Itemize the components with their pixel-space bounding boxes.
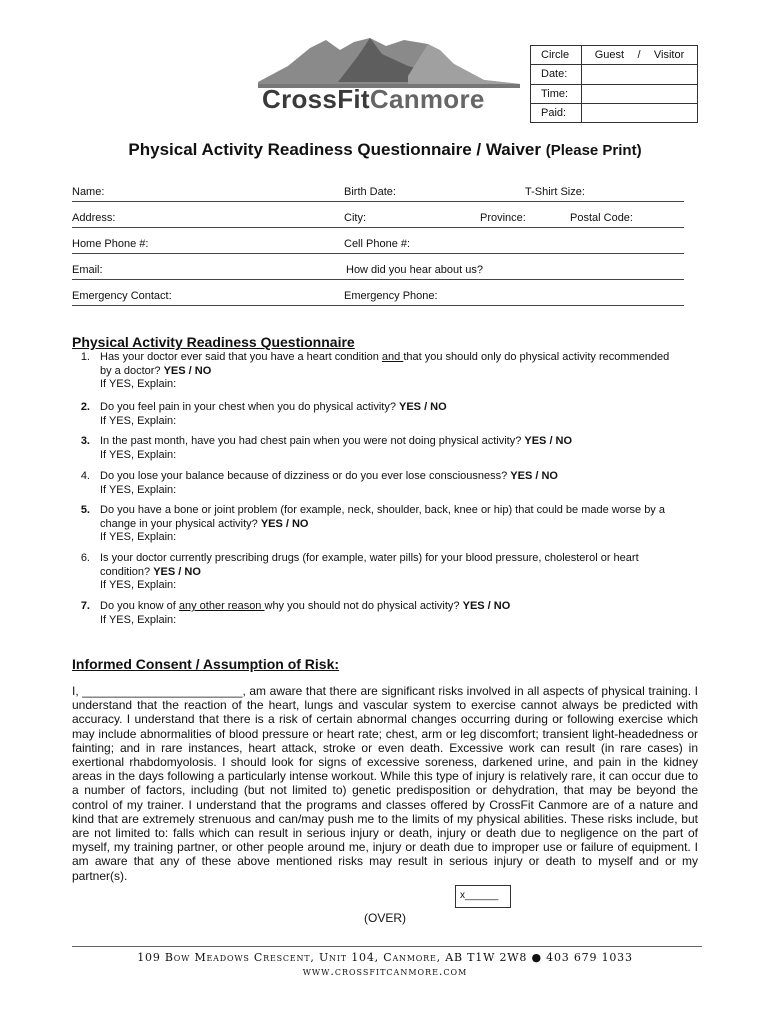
date-field[interactable] (582, 65, 698, 84)
circle-separator: / (637, 49, 641, 62)
logo-word-crossfit: CrossFit (262, 84, 370, 114)
q2-number: 2. (80, 401, 90, 413)
over-label: (OVER) (364, 911, 406, 925)
info-line-address[interactable] (72, 208, 684, 228)
q7-underline: any other reason (178, 600, 265, 612)
info-line-email[interactable] (72, 260, 684, 280)
guest-option[interactable]: Guest (594, 49, 625, 62)
q7-text-b: why you should not do physical activity? (264, 600, 463, 612)
q5-number: 5. (80, 504, 90, 516)
postal-code-label: Postal Code: (570, 212, 633, 224)
circle-label: Circle (531, 46, 582, 65)
q7-text-a: Do you know of (100, 600, 179, 612)
q2-yes-no[interactable]: YES / NO (399, 401, 447, 413)
paid-label: Paid: (531, 103, 582, 122)
tshirt-label: T-Shirt Size: (525, 186, 585, 198)
q7-explain[interactable]: If YES, Explain: (100, 613, 177, 626)
emergency-contact-label: Emergency Contact: (72, 290, 172, 302)
address-label: Address: (72, 212, 116, 224)
q5-explain[interactable]: If YES, Explain: (100, 531, 177, 543)
q6-text-a: Is your doctor currently prescribing drugs (for example, water pills) for your blood pressure, cholesterol or heart (100, 552, 639, 564)
circle-options[interactable] (582, 46, 698, 65)
q4-text: Do you lose your balance because of dizziness or do you ever lose consciousness? (100, 470, 511, 482)
emergency-phone-label: Emergency Phone: (344, 290, 438, 302)
question-2 (72, 401, 692, 429)
q5-text-a: Do you have a bone or joint problem (for example, neck, shoulder, back, knee or hip) that could be made worse by a (100, 504, 665, 516)
city-label: City: (344, 212, 366, 224)
q2-text: Do you feel pain in your chest when you do physical activity? (100, 401, 399, 413)
q5-yes-no[interactable]: YES / NO (260, 517, 309, 530)
date-label: Date: (531, 65, 582, 84)
q6-text-b: condition? (100, 565, 154, 578)
cell-phone-label: Cell Phone #: (344, 238, 411, 250)
q1-underline: and (381, 351, 404, 363)
question-3 (72, 435, 692, 463)
q1-text-c: by a doctor? (100, 364, 164, 377)
paid-field[interactable] (582, 103, 698, 122)
q7-number: 7. (80, 600, 90, 612)
initial-text: x______ (460, 890, 499, 901)
info-line-name[interactable] (72, 182, 684, 202)
q3-yes-no[interactable]: YES / NO (524, 435, 573, 447)
question-4 (72, 470, 692, 498)
footer-divider (72, 946, 702, 947)
q1-explain[interactable]: If YES, Explain: (100, 378, 177, 390)
question-7 (72, 600, 692, 628)
hear-about-label: How did you hear about us? (346, 264, 483, 276)
q6-number: 6. (80, 552, 90, 564)
q3-number: 3. (80, 435, 90, 447)
q1-yes-no[interactable]: YES / NO (163, 364, 212, 377)
question-5 (72, 504, 692, 546)
form-title-main: Physical Activity Readiness Questionnaire / Waiver (128, 140, 541, 159)
consent-heading: Informed Consent / Assumption of Risk: (72, 656, 340, 672)
question-1 (72, 351, 692, 393)
q2-explain[interactable]: If YES, Explain: (100, 414, 177, 427)
time-field[interactable] (582, 84, 698, 103)
q4-explain[interactable]: If YES, Explain: (100, 483, 177, 496)
consent-paragraph: I, ________________________, am aware that there are significant risks involved in all aspects of physical training. I understand that the reaction of the heart, lungs and vascular system to exercise cannot always be predicted with accuracy. I understand that there is a risk of certain abnormal changes occurring during or following exercise which may include abnormalities of blood pressure or heart rate; chest, arm or leg discomfort; transient light-headedness or fainting; and in rare instances, heart attack, stroke or even death. Excessive work can result (in rare cases) in exertional rhabdomyolosis. I should look for signs of excessive soreness, darkened urine, and pain in the kidney areas in the days following a particularly intense workout. While this type of injury is relatively rare, it can occur due to a number of factors, including (but not limited to) genetic predisposition or dehydration, that may be beyond the control of my trainer. I understand that the programs and classes offered by CrossFit Canmore are of a nature and kind that are extremely strenuous and can/may push me to the limits of my physical abilities. These risks include, but are not limited to: falls which can result in serious injury or death, injury or death due to negligence on the part of myself, my training partner, or other people around me, injury or death due to improper use or failure of equipment. I am aware that any of these above mentioned risks may result in serious injury or death to myself and or my partner(s). (72, 684, 698, 883)
q3-explain[interactable]: If YES, Explain: (100, 448, 177, 461)
logo-word-canmore: Canmore (369, 84, 485, 114)
parq-heading: Physical Activity Readiness Questionnaire (72, 334, 355, 350)
province-label: Province: (480, 212, 526, 224)
q1-text-a: Has your doctor ever said that you have a heart condition (100, 351, 382, 363)
home-phone-label: Home Phone #: (72, 238, 149, 250)
email-label: Email: (72, 264, 103, 276)
q6-yes-no[interactable]: YES / NO (153, 565, 201, 578)
form-title (0, 140, 770, 160)
form-title-sub: (Please Print) (545, 142, 642, 159)
q3-text: In the past month, have you had chest pain when you were not doing physical activity? (100, 435, 525, 447)
info-line-emergency[interactable] (72, 286, 684, 306)
office-use-box (530, 45, 698, 123)
q4-number: 4. (80, 470, 90, 482)
visitor-option[interactable]: Visitor (653, 49, 685, 62)
logo-wordmark (262, 84, 485, 115)
q1-text-b: that you should only do physical activity recommended (403, 351, 670, 363)
q6-explain[interactable]: If YES, Explain: (100, 579, 177, 591)
footer-website[interactable]: www.crossfitcanmore.com (302, 965, 468, 978)
q7-yes-no[interactable]: YES / NO (462, 600, 511, 612)
q4-yes-no[interactable]: YES / NO (510, 470, 558, 482)
name-label: Name: (72, 186, 105, 198)
footer-address: 109 Bow Meadows Crescent, Unit 104, Canmore, AB T1W 2W8 ● 403 679 1033 (137, 951, 633, 964)
birth-date-label: Birth Date: (344, 186, 396, 198)
q1-number: 1. (80, 351, 90, 363)
question-6 (72, 552, 692, 594)
q5-text-b: change in your physical activity? (100, 517, 261, 530)
initial-box[interactable] (455, 885, 511, 908)
info-line-phone[interactable] (72, 234, 684, 254)
time-label: Time: (531, 84, 582, 103)
